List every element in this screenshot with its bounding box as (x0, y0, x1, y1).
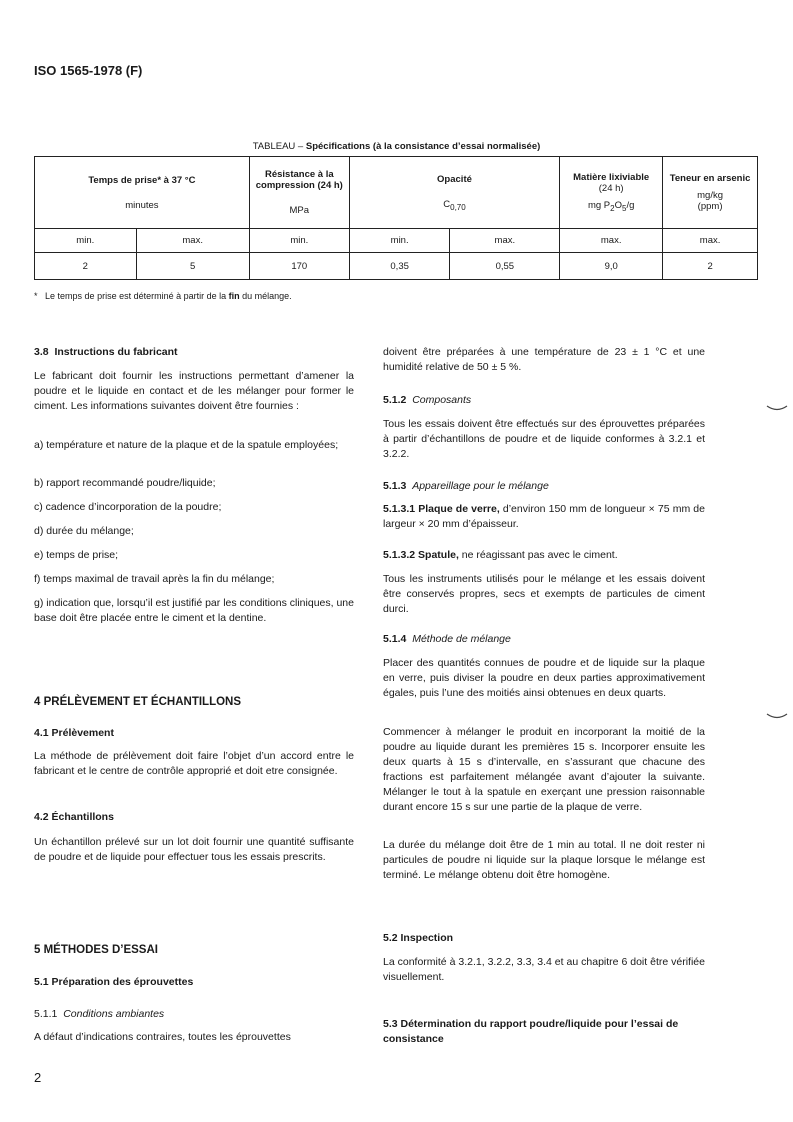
table-row-limits: min. max. min. min. max. max. max. (35, 229, 758, 253)
paragraph-3-8-intro: Le fabricant doit fournir les instructions permettant d’amener la poudre et le liquide en contact et de les mélanger pour former le ciment. Les informations suivantes doivent être fournies : (34, 370, 354, 412)
heading-3-8: 3.8 Instructions du fabricant (34, 346, 178, 358)
heading-4: 4 PRÉLÈVEMENT ET ÉCHANTILLONS (34, 696, 242, 708)
header-leachable: Matière lixiviable (24 h) mg $P_2O_5/g$ (560, 157, 663, 229)
list-item: a) température et nature de la plaque et de la spatule employées; (34, 439, 339, 451)
paragraph-5-1-1-cont: doivent être préparées à une température de 23 ± 1 °C et une humidité relative de 50 ± 5 %. (383, 346, 705, 373)
margin-mark (766, 404, 788, 414)
heading-5-1: 5.1 Préparation des éprouvettes (34, 976, 194, 988)
paragraph-4-2: Un échantillon prélevé sur un lot doit fournir une quantité suffisante de poudre et de liquide pour effectuer tous les essais prescrits. (34, 836, 354, 863)
header-opacity: Opacité $C_{0,70}$ (349, 157, 559, 229)
paragraph-5-1-4-b: Commencer à mélanger le produit en incorporant la moitié de la poudre au liquide durant les premières 15 s. Incorporer ensuite les deux quarts à 15 s d’intervalle, en s’assurant que chacune des fractions est parfaitement mélangée avant d’ajouter la suivante. Mélanger le tout à la spatule en exerçant une pression raisonnable durant encore 15 s sur une partie de la plaque de verre. (383, 726, 705, 813)
paragraph-5-1-3-2: 5.1.3.2 Spatule, ne réagissant pas avec le ciment. (383, 549, 618, 561)
list-item: f) temps maximal de travail après la fin du mélange; (34, 573, 275, 585)
document-id: ISO 1565-1978 (F) (34, 63, 143, 78)
heading-5-1-4: 5.1.4 Méthode de mélange (383, 633, 511, 645)
page-number: 2 (34, 1070, 42, 1085)
specifications-table (34, 156, 758, 280)
list-item: c) cadence d’incorporation de la poudre; (34, 501, 222, 513)
header-setting-time: Temps de prise* à 37 °C minutes (35, 157, 250, 229)
list-item: b) rapport recommandé poudre/liquide; (34, 477, 216, 489)
table-footnote: * Le temps de prise est déterminé à partir de la fin du mélange. (34, 291, 292, 301)
heading-5-3: 5.3 Détermination du rapport poudre/liquide pour l’essai de consistance (383, 1018, 679, 1045)
paragraph-5-1-2: Tous les essais doivent être effectués sur des éprouvettes préparées à partir d’échantillons de poudre et de liquide conformes à 3.2.1 et 3.2.2. (383, 418, 705, 460)
paragraph-4-1: La méthode de prélèvement doit faire l’objet d’un accord entre le fabricant et le centre de contrôle approprié et doit etre consignée. (34, 750, 354, 777)
heading-5-2: 5.2 Inspection (383, 932, 454, 944)
list-item: e) temps de prise; (34, 549, 119, 561)
paragraph-5-1-1: A défaut d’indications contraires, toutes les éprouvettes (34, 1031, 291, 1043)
heading-4-1: 4.1 Prélèvement (34, 727, 114, 739)
paragraph-instruments: Tous les instruments utilisés pour le mélange et les essais doivent être conservés propres, secs et exempts de particules de ciment durci. (383, 573, 705, 615)
heading-4-2: 4.2 Échantillons (34, 811, 114, 823)
table-caption: TABLEAU – Spécifications (à la consistance d’essai normalisée) (252, 141, 541, 152)
heading-5: 5 MÉTHODES D’ESSAI (34, 944, 158, 956)
heading-5-1-3: 5.1.3 Appareillage pour le mélange (383, 480, 549, 492)
heading-5-1-1: 5.1.1 Conditions ambiantes (34, 1008, 165, 1020)
paragraph-5-1-4-a: Placer des quantités connues de poudre et de liquide sur la plaque en verre, puis diviser la poudre en deux parties approximativement égales, puis l’une des moitiés ainsi obtenues en deux quarts. (383, 657, 705, 699)
list-item: g) indication que, lorsqu’il est justifié par les conditions cliniques, une base doit être placée entre le ciment et la dentine. (34, 597, 354, 624)
paragraph-5-1-3-1: 5.1.3.1 Plaque de verre, d’environ 150 mm de longueur × 75 mm de largeur × 20 mm d’épaisseur. (383, 503, 705, 530)
table-row-values: 2 5 170 0,35 0,55 9,0 2 (35, 253, 758, 280)
header-arsenic: Teneur en arsenic mg/kg (ppm) (663, 157, 758, 229)
heading-5-1-2: 5.1.2 Composants (383, 394, 472, 406)
list-item: d) durée du mélange; (34, 525, 134, 537)
paragraph-5-1-4-c: La durée du mélange doit être de 1 min au total. Il ne doit rester ni particules de poudre ni liquide sur la plaque lorsque le mélange est terminé. Le mélange obtenu doit être homogène. (383, 839, 705, 881)
header-compression: Résistance à la compression (24 h) MPa (249, 157, 349, 229)
paragraph-5-2: La conformité à 3.2.1, 3.2.2, 3.3, 3.4 et au chapitre 6 doit être vérifiée visuellement. (383, 956, 705, 983)
margin-mark (766, 712, 788, 722)
